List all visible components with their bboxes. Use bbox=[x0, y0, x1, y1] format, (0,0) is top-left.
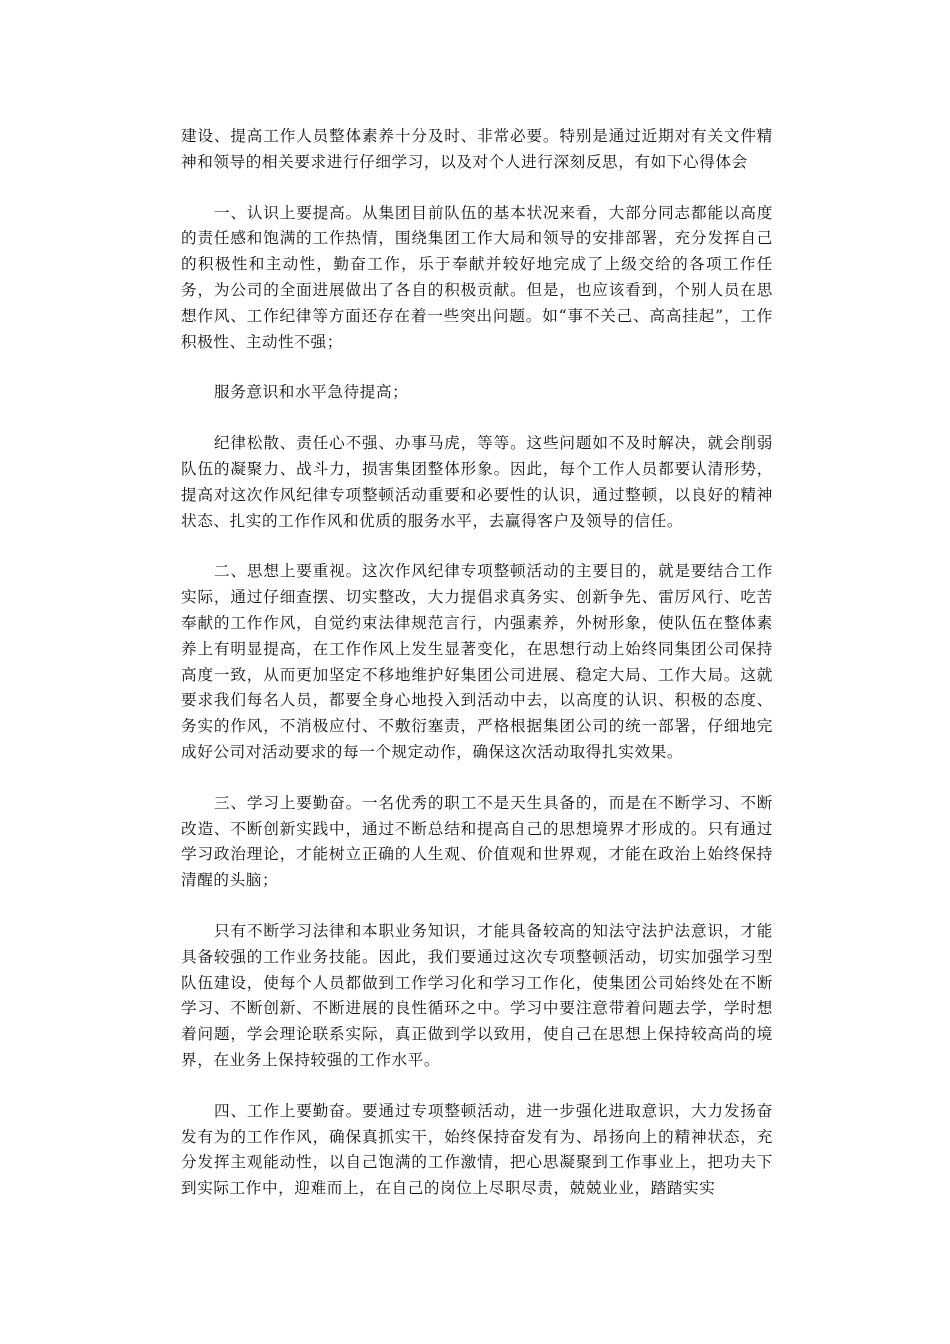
paragraph-section-3: 三、学习上要勤奋。一名优秀的职工不是天生具备的，而是在不断学习、不断改造、不断创新实践中，通过不断总结和提高自己的思想境界才形成的。只有通过学习政治理论，才能树立正确的人生观、价值观和世界观，才能在政治上始终保持清醒的头脑； bbox=[181, 793, 773, 890]
document-page bbox=[181, 124, 773, 1227]
paragraph-discipline: 纪律松散、责任心不强、办事马虎，等等。这些问题如不及时解决，就会削弱队伍的凝聚力、战斗力，损害集团整体形象。因此，每个工作人员都要认清形势，提高对这次作风纪律专项整顿活动重要和必要性的认识，通过整顿，以良好的精神状态、扎实的工作作风和优质的服务水平，去赢得客户及领导的信任。 bbox=[181, 434, 773, 530]
paragraph-intro: 建设、提高工作人员整体素养十分及时、非常必要。特别是通过近期对有关文件精神和领导的相关要求进行仔细学习，以及对个人进行深刻反思，有如下心得体会 bbox=[181, 127, 773, 171]
paragraph-section-4: 四、工作上要勤奋。要通过专项整顿活动，进一步强化进取意识，大力发扬奋发有为的工作作风，确保真抓实干，始终保持奋发有为、昂扬向上的精神状态，充分发挥主观能动性，以自己饱满的工作激情，把心思凝聚到工作事业上，把功夫下到实际工作中，迎难而上，在自己的岗位上尽职尽责，兢兢业业，踏踏实实 bbox=[181, 1101, 773, 1198]
paragraph-section-1: 一、认识上要提高。从集团目前队伍的基本状况来看，大部分同志都能以高度的责任感和饱满的工作热情，围绕集团工作大局和领导的安排部署，充分发挥自己的积极性和主动性，勤奋工作，乐于奉献并较好地完成了上级交给的各项工作任务，为公司的全面进展做出了各自的积极贡献。但是，也应该看到，个别人员在思想作风、工作纪律等方面还存在着一些突出问题。如“事不关己、高高挂起”，工作积极性、主动性不强； bbox=[181, 203, 773, 351]
paragraph-study-law: 只有不断学习法律和本职业务知识，才能具备较高的知法守法护法意识，才能具备较强的工作业务技能。因此，我们要通过这次专项整顿活动，切实加强学习型队伍建设，使每个人员都做到工作学习化和学习工作化，使集团公司始终处在不断学习、不断创新、不断进展的良性循环之中。学习中要注意带着问题去学，学时想着问题，学会理论联系实际，真正做到学以致用，使自己在思想上保持较高尚的境界，在业务上保持较强的工作水平。 bbox=[181, 921, 773, 1069]
paragraph-section-2: 二、思想上要重视。这次作风纪律专项整顿活动的主要目的，就是要结合工作实际，通过仔细查摆、切实整改，大力提倡求真务实、创新争先、雷厉风行、吃苦奉献的工作作风，自觉约束法律规范言行，内强素养，外树形象，使队伍在整体素养上有明显提高，在工作作风上发生显著变化，在思想行动上始终同集团公司保持高度一致，从而更加坚定不移地维护好集团公司进展、稳定大局、工作大局。这就要求我们每名人员，都要全身心地投入到活动中去，以高度的认识、积极的态度、务实的作风，不消极应付、不敷衍塞责，严格根据集团公司的统一部署，仔细地完成好公司对活动要求的每一个规定动作，确保这次活动取得扎实效果。 bbox=[181, 562, 773, 761]
paragraph-service-awareness: 服务意识和水平急待提高； bbox=[214, 383, 409, 402]
